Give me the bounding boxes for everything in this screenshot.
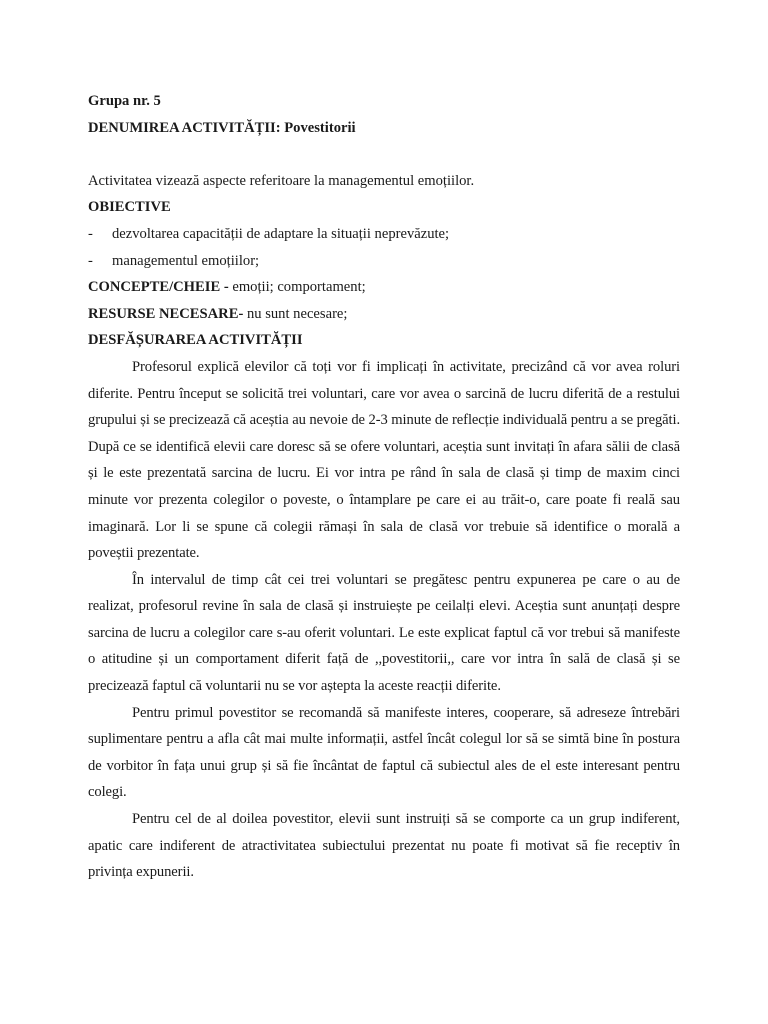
objectives-heading: OBIECTIVE	[88, 199, 171, 216]
activity-paragraph-2: În intervalul de timp cât cei trei voluntari se pregătesc pentru expunerea pe care o au de realizat, profesorul revine în sala de clasă și instruiește pe ceilalți elevi. Aceștia sunt anunțați despre sarcina de lucru a colegilor care s-au oferit voluntari. Le este explicat faptul că vor trebui să manifeste o atitudine și un comportament diferit față de ,,povestitorii,, care vor intra în sală de clasă și se precizează faptul că voluntarii nu se vor aștepta la aceste reacții diferite.	[88, 571, 680, 695]
concepts-line	[88, 274, 680, 301]
activity-heading: DESFĂȘURAREA ACTIVITĂȚII	[88, 332, 303, 349]
activity-title-label: DENUMIREA ACTIVITĂȚII:	[88, 119, 281, 136]
resources-value: nu sunt necesare;	[243, 305, 348, 322]
activity-title	[88, 115, 680, 142]
concepts-label: CONCEPTE/CHEIE -	[88, 279, 229, 296]
dash-bullet: -	[88, 252, 93, 269]
objective-item	[88, 248, 680, 275]
objective-item-text: dezvoltarea capacității de adaptare la situații neprevăzute;	[112, 225, 450, 242]
document-page	[88, 88, 680, 886]
objective-item	[88, 221, 680, 248]
group-title: Grupa nr. 5	[88, 93, 161, 109]
activity-title-name: Povestitorii	[284, 119, 356, 136]
activity-paragraph-3: Pentru primul povestitor se recomandă să manifeste interes, cooperare, să adreseze întrebări suplimentare pentru a afla cât mai multe informații, astfel încât colegul lor să se simtă bine în postura de vorbitor în fața unui grup și să fie încântat de faptul că subiectul ales de el este interesant pentru colegi.	[88, 704, 680, 801]
activity-paragraph-1: Profesorul explică elevilor că toți vor fi implicați în activitate, precizând că vor avea roluri diferite. Pentru început se solicită trei voluntari, care vor avea o sarcină de lucru diferită de a restului grupului și se precizează că aceștia au nevoie de 2-3 minute de reflecție individuală pentru a se pregăti. După ce se identifică elevii care doresc să se ofere voluntari, aceștia sunt invitați în afara sălii de clasă și le este prezentată sarcina de lucru. Ei vor intra pe rând în sala de clasă și timp de maxim cinci minute vor prezenta colegilor o poveste, o întamplare pe care ei au trăit-o, care poate fi reală sau imaginară. Lor li se spune că colegii rămași în sala de clasă vor trebuie să identifice o morală a poveștii prezentate.	[88, 358, 680, 562]
concepts-value: emoții; comportament;	[228, 279, 366, 296]
objective-item-text: managementul emoțiilor;	[112, 252, 260, 269]
intro-text: Activitatea vizează aspecte referitoare la managementul emoțiilor.	[88, 172, 475, 189]
dash-bullet: -	[88, 225, 93, 242]
activity-paragraph-4: Pentru cel de al doilea povestitor, elevii sunt instruiți să se comporte ca un grup indiferent, apatic care indiferent de atractivitatea subiectului prezentat nu poate fi motivat să fie receptiv în privința expunerii.	[88, 811, 680, 881]
resources-label: RESURSE NECESARE-	[88, 305, 244, 322]
blank-line	[88, 141, 680, 168]
resources-line	[88, 301, 680, 328]
